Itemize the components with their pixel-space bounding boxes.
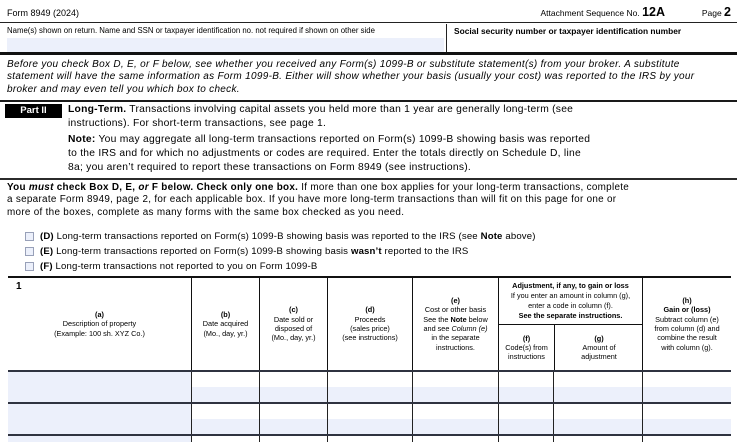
part2-section: [5, 103, 733, 175]
col-c-letter: (c): [289, 305, 298, 315]
col-h-letter: (h): [682, 296, 692, 306]
must-check-line-1: [7, 182, 733, 194]
col-e-l2a: See the: [423, 314, 451, 324]
part2-body-line-2: instructions). For short-term transactions, see page 1.: [68, 118, 327, 130]
date-sold-field[interactable]: [260, 419, 327, 434]
part2-body-line-1: [68, 103, 733, 117]
intro-paragraph: [7, 59, 733, 96]
date-sold-cell: [259, 372, 327, 402]
name-input-field[interactable]: [7, 38, 444, 52]
must-italic-or: or: [138, 182, 149, 193]
col-c-line-2: disposed of: [274, 324, 313, 333]
must-b1: You: [7, 182, 29, 193]
ssn-input-field[interactable]: [454, 40, 730, 52]
adjustment-amount-cell: [553, 404, 642, 434]
col-f-header: [499, 325, 554, 370]
col-g-line-2: adjustment: [581, 352, 617, 362]
col-e-line-3: [413, 324, 498, 333]
cost-basis-field[interactable]: [413, 387, 498, 402]
part2-note-line-2: to the IRS and for which no adjustments or codes are required. Enter the totals directly on Schedule D, line: [68, 147, 581, 159]
checkbox-d-pre: Long-term transactions reported on Form(s) 1099-B showing basis was reported to the IRS (see: [53, 231, 481, 242]
cost-basis-cell: [412, 404, 498, 434]
cost-basis-cell: [412, 372, 498, 402]
part2-text: [68, 103, 733, 175]
col-d-header: [327, 278, 412, 370]
table-row: [8, 436, 731, 442]
checkbox-f-label: [40, 261, 317, 272]
checkbox-e-bold: wasn’t: [350, 246, 382, 257]
must-check-line-3: more of the boxes, complete as many forms with the same box checked as you need.: [7, 206, 405, 218]
col-e-line-5: instructions.: [436, 342, 475, 352]
col-e-header: [412, 278, 498, 370]
gain-loss-field[interactable]: [643, 387, 731, 402]
col-b-line-2: (Mo., day, yr.): [203, 328, 248, 338]
page-number: [702, 5, 731, 19]
col-e-column-italic: Column (e): [451, 324, 488, 333]
checkbox-row-d: [25, 229, 536, 244]
col-e-line-4: in the separate: [431, 333, 480, 343]
col-a-header: [8, 278, 191, 370]
col-e-line-1: Cost or other basis: [424, 305, 487, 315]
code-cell: [498, 372, 553, 402]
checkbox-d-post: above): [502, 231, 536, 242]
checkbox-e[interactable]: [25, 247, 34, 256]
must-check-line-2: a separate Form 8949, page 2, for each applicable box. If you have more long-term transactions than will fit on this page for one or: [7, 194, 617, 206]
checkbox-e-pre: Long-term transactions reported on Form(s) 1099-B showing basis: [53, 246, 351, 257]
ssn-label: Social security number or taxpayer identification number: [454, 26, 682, 36]
description-field[interactable]: [8, 436, 191, 442]
table-row: [8, 404, 731, 436]
ssn-cell: [448, 24, 737, 52]
checkbox-e-letter: (E): [40, 246, 54, 257]
col-c-line-3: (Mo., day, yr.): [271, 333, 316, 343]
must-l1-rest: If more than one box applies for your long-term transactions, complete: [298, 182, 630, 193]
date-acquired-field[interactable]: [192, 387, 259, 402]
must-b2: check Box D, E,: [53, 182, 139, 193]
rule-above-part2: [0, 100, 737, 102]
page-label: Page: [701, 8, 725, 18]
adjustment-title: Adjustment, if any, to gain or loss: [512, 281, 629, 290]
col-f-line-1: Code(s) from: [505, 342, 548, 352]
name-cell: [0, 24, 447, 52]
adjustment-sub-2: enter a code in column (f).: [528, 301, 613, 310]
gain-loss-cell: [642, 404, 731, 434]
code-field[interactable]: [499, 419, 553, 434]
attachment-label: Attachment Sequence No.: [540, 8, 643, 18]
date-acquired-cell: [191, 404, 259, 434]
page-header: [0, 0, 737, 23]
checkbox-row-f: [25, 259, 536, 274]
adjustment-amount-cell: [553, 372, 642, 402]
part2-note-label: Note:: [68, 133, 96, 145]
form-title: Form 8949 (2024): [7, 8, 80, 18]
part2-note-line-3: 8a; you aren’t required to report these transactions on Form 8949 (see instructions).: [68, 162, 472, 174]
adjustment-subcolumns: [499, 325, 642, 370]
col-c-line-1: Date sold or: [273, 314, 314, 324]
col-a-line-1: Description of property: [62, 319, 137, 329]
checkbox-f-letter: (F): [40, 261, 53, 272]
cost-basis-cell: [412, 436, 498, 442]
date-acquired-field[interactable]: [192, 419, 259, 434]
gain-loss-field[interactable]: [643, 419, 731, 434]
checkbox-e-label: [40, 246, 468, 257]
gain-loss-cell: [642, 436, 731, 442]
intro-line-3: broker and may even tell you which box to check.: [7, 83, 240, 95]
adjustment-amount-cell: [553, 436, 642, 442]
attachment-number: 12A: [642, 5, 665, 19]
checkbox-d-bold: Note: [480, 231, 503, 242]
proceeds-field[interactable]: [328, 419, 412, 434]
adjustment-sub-3: See the separate instructions.: [518, 311, 623, 320]
col-g-letter: (g): [594, 333, 604, 343]
part2-badge: Part II: [5, 104, 62, 118]
checkbox-f-pre: Long-term transactions not reported to you on Form 1099-B: [52, 261, 318, 272]
date-sold-cell: [259, 404, 327, 434]
part2-note-line-1: [68, 133, 733, 147]
page-number-value: 2: [724, 5, 731, 19]
gain-loss-cell: [642, 372, 731, 402]
col-e-note-bold: Note: [450, 314, 467, 324]
col-h-line-4: combine the result: [657, 333, 717, 343]
description-field[interactable]: [8, 372, 191, 402]
rule-above-must-check: [0, 178, 737, 180]
col-a-letter: (a): [95, 310, 104, 320]
must-check-paragraph: [7, 182, 733, 219]
checkbox-f[interactable]: [25, 262, 34, 271]
col-b-header: [191, 278, 259, 370]
proceeds-field[interactable]: [328, 387, 412, 402]
col-f-letter: (f): [522, 333, 531, 343]
col-d-line-1: Proceeds: [354, 314, 386, 324]
adjustment-header: [499, 278, 642, 325]
col-h-line-5: with column (g).: [661, 342, 713, 352]
col-e-line-2: [413, 315, 498, 324]
col-g-header: [554, 325, 643, 370]
adjustment-header-group: [498, 278, 642, 370]
code-field[interactable]: [499, 387, 553, 402]
col-e-l3a: and see: [423, 324, 452, 333]
intro-line-2: statement will have the same information as Form 1099-B. Either will show whether your basis (usually your cost) was reported to the IRS by your: [7, 71, 695, 83]
col-h-line-3: from column (d) and: [654, 324, 720, 333]
attachment-sequence: [540, 5, 665, 19]
checkbox-d-letter: (D): [40, 231, 54, 242]
name-ssn-row: [0, 24, 737, 55]
part2-title: Long-Term.: [68, 104, 127, 115]
adjustment-amount-field[interactable]: [554, 387, 642, 402]
adjustment-amount-field[interactable]: [554, 419, 642, 434]
intro-line-1: Before you check Box D, E, or F below, see whether you received any Form(s) 1099-B or substitute statement(s) from your broker. A substitute: [7, 59, 680, 70]
col-e-letter: (e): [451, 296, 460, 306]
transactions-table: [8, 276, 731, 442]
proceeds-cell: [327, 372, 412, 402]
col-b-line-1: Date acquired: [202, 319, 249, 329]
description-field[interactable]: [8, 404, 191, 434]
col-d-line-2: (sales price): [350, 324, 390, 333]
col-g-line-1: Amount of: [582, 342, 616, 352]
code-cell: [498, 436, 553, 442]
code-cell: [498, 404, 553, 434]
col-c-header: [259, 278, 327, 370]
checkbox-e-post: reported to the IRS: [381, 246, 469, 257]
checkbox-row-e: [25, 244, 536, 259]
date-acquired-cell: [191, 436, 259, 442]
checkbox-d-label: [40, 231, 536, 242]
adjustment-sub-1: If you enter an amount in column (g),: [510, 291, 631, 300]
proceeds-cell: [327, 404, 412, 434]
col-h-line-1: Gain or (loss): [663, 305, 711, 315]
name-label: Name(s) shown on return. Name and SSN or taxpayer identification no. not required if shown on other side: [7, 26, 375, 35]
box-checkboxes: [25, 229, 536, 274]
col-a-line-2: (Example: 100 sh. XYZ Co.): [54, 328, 145, 338]
table-header: [8, 276, 731, 372]
line-1-number: 1: [16, 281, 22, 292]
col-d-line-3: (see instructions): [342, 333, 398, 343]
col-h-line-2: Subtract column (e): [655, 314, 719, 324]
col-d-letter: (d): [365, 305, 375, 315]
col-b-letter: (b): [220, 310, 231, 320]
proceeds-cell: [327, 436, 412, 442]
col-h-header: [642, 278, 731, 370]
must-italic-must: must: [28, 182, 54, 193]
date-acquired-cell: [191, 372, 259, 402]
part2-note-l1: You may aggregate all long-term transactions reported on Form(s) 1099-B showing basis was reported: [95, 133, 591, 145]
cost-basis-field[interactable]: [413, 419, 498, 434]
must-b3: F below. Check only one box.: [148, 182, 299, 193]
date-sold-cell: [259, 436, 327, 442]
col-f-line-2: instructions: [508, 352, 545, 362]
date-sold-field[interactable]: [260, 387, 327, 402]
part2-body-l1: Transactions involving capital assets you held more than 1 year are generally long-term (see: [126, 104, 574, 115]
table-row: [8, 372, 731, 404]
col-e-l2c: below: [466, 314, 488, 324]
checkbox-d[interactable]: [25, 232, 34, 241]
